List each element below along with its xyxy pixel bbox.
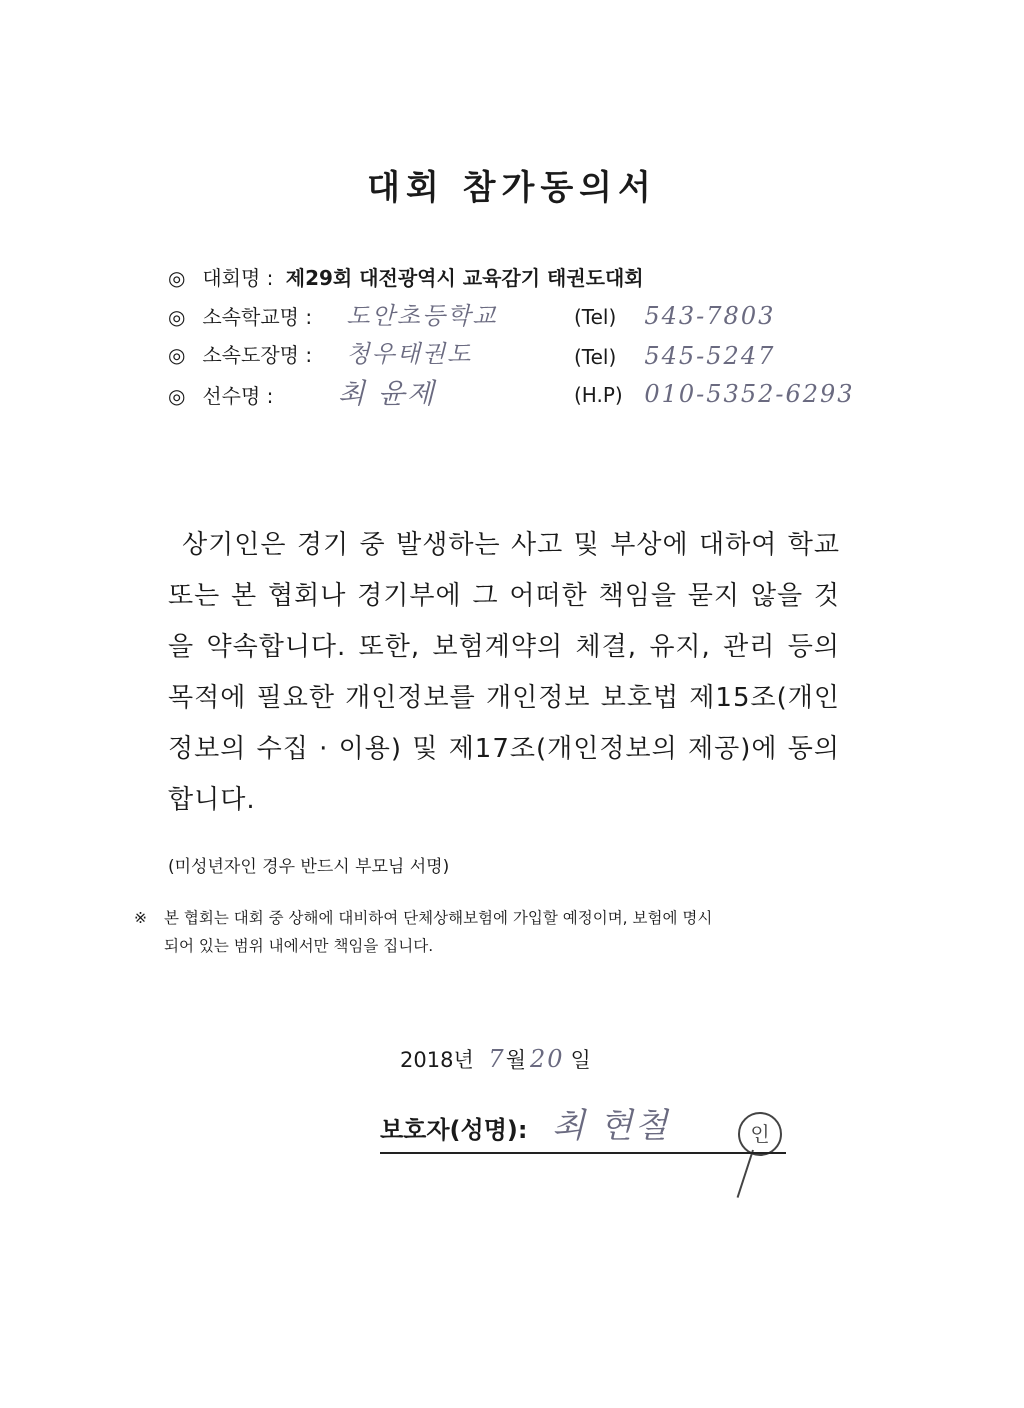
school-value: 도안초등학교 [346,302,498,330]
dojang-value: 청우태권도 [346,340,473,368]
seal-stamp: 인 [738,1112,782,1156]
bullet-icon: ◎ [168,343,186,367]
bullet-icon: ◎ [168,305,186,329]
school-label: 소속학교명 : [202,305,313,329]
player-hp-value: 010-5352-6293 [644,380,855,408]
guardian-name: 최 현철 [552,1106,670,1146]
signature-line [380,1152,786,1154]
event-value: 제29회 대전광역시 교육감기 태권도대회 [285,266,644,290]
school-tel-value: 543-7803 [644,302,776,330]
dojang-tel [574,340,775,373]
event-label: 대회명 : [202,266,274,290]
event-row [168,262,644,294]
date-day: 20 [530,1045,565,1073]
bullet-icon: ◎ [168,384,186,408]
dojang-tel-label: (Tel) [574,345,617,369]
school-row [168,300,498,332]
school-tel [574,300,775,333]
signature-date [400,1044,591,1074]
player-value: 최 윤제 [337,377,436,410]
player-hp-label: (H.P) [574,383,623,407]
player-label: 선수명 : [202,384,274,408]
notice-line-1: 본 협회는 대회 중 상해에 대비하여 단체상해보험에 가입할 예정이며, 보험에 명시 [164,909,713,927]
minor-note: (미성년자인 경우 반드시 부모님 서명) [168,857,450,877]
guardian-label: 보호자(성명): [380,1116,528,1144]
dojang-label: 소속도장명 : [202,343,313,367]
dojang-tel-value: 545-5247 [644,342,776,370]
document-title: 대회 참가동의서 [367,168,657,208]
notice-line-2: 되어 있는 범위 내에서만 책임을 집니다. [164,937,434,955]
date-month: 7 [488,1045,506,1073]
bullet-icon: ◎ [168,266,186,290]
consent-paragraph [168,520,840,826]
insurance-notice [134,904,894,960]
seal-stroke [737,1150,754,1198]
player-hp [574,378,855,411]
player-row [168,378,436,410]
date-day-unit: 일 [570,1048,591,1072]
notice-mark-icon: ※ [134,909,147,927]
date-month-unit: 월 [505,1048,526,1072]
school-tel-label: (Tel) [574,305,617,329]
date-year: 2018년 [400,1048,474,1072]
dojang-row [168,338,472,370]
consent-text: 상기인은 경기 중 발생하는 사고 및 부상에 대하여 학교 또는 본 협회나 경기부에 그 어떠한 책임을 묻지 않을 것을 약속합니다. 또한, 보험계약의 체결, 유지, 관리 등의 목적에 필요한 개인정보를 개인정보 보호법 제15조(개인정보의 수집 · 이용) 및 제17조(개인정보의 제공)에 동의합니다. [168,530,840,815]
